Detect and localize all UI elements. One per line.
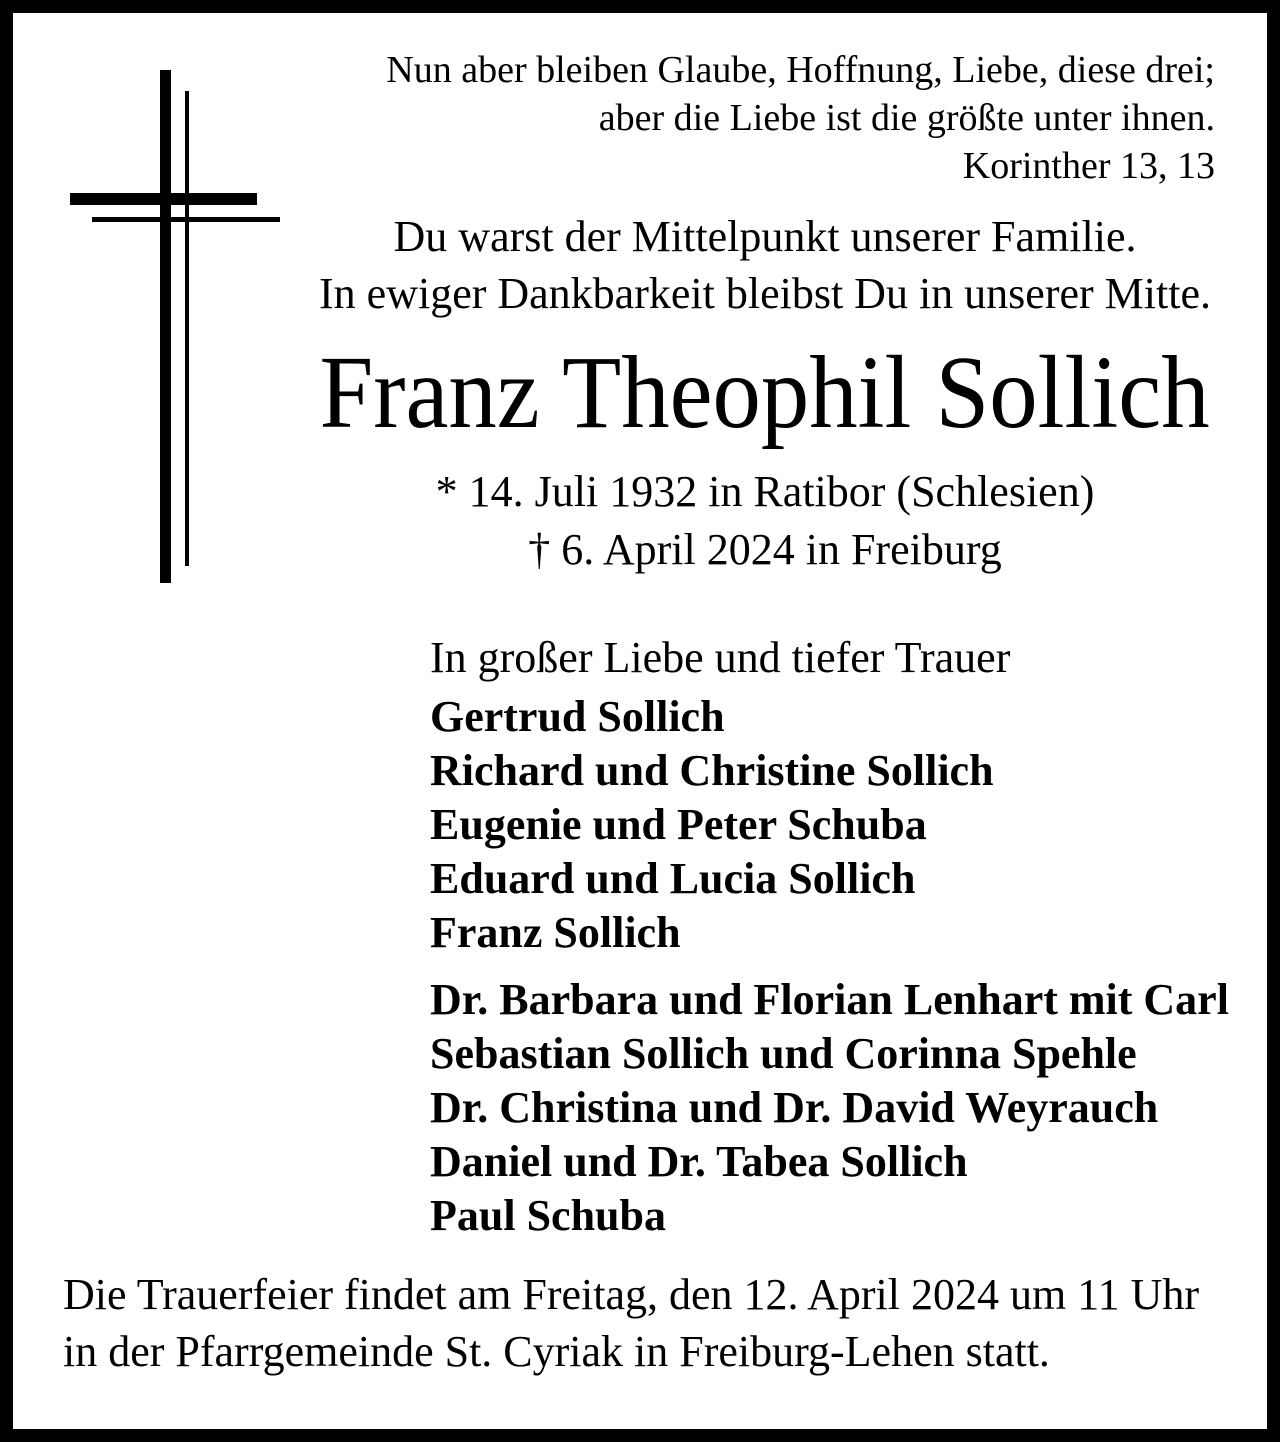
bible-quote-source: Korinther 13, 13 (962, 145, 1215, 187)
bible-quote-line: aber die Liebe ist die größte unter ihnen. (598, 97, 1215, 139)
family-member: Sebastian Sollich und Corinna Spehle (430, 1029, 1137, 1078)
family-list-secondary (430, 973, 1229, 1243)
family-member: Dr. Christina und Dr. David Weyrauch (430, 1083, 1159, 1132)
tribute-line: In ewiger Dankbarkeit bleibst Du in unserer Mitte. (319, 269, 1211, 318)
family-list-primary (430, 690, 994, 960)
family-member: Paul Schuba (430, 1191, 666, 1240)
funeral-info (63, 1266, 1228, 1380)
deceased-name: Franz Theophil Sollich (319, 335, 1211, 450)
cross-vertical-thick (160, 70, 171, 583)
family-member: Daniel und Dr. Tabea Sollich (430, 1137, 968, 1186)
family-member: Dr. Barbara und Florian Lenhart mit Carl (430, 975, 1229, 1024)
funeral-info-line: Die Trauerfeier findet am Freitag, den 12. April 2024 um 11 Uhr (63, 1270, 1200, 1319)
cross-vertical-thin (185, 91, 189, 566)
cross-horizontal-thick (70, 193, 257, 205)
family-member: Richard und Christine Sollich (430, 746, 994, 795)
mourning-intro: In großer Liebe und tiefer Trauer (430, 633, 1011, 682)
family-member: Gertrud Sollich (430, 692, 725, 741)
life-dates (250, 463, 1280, 579)
tribute-line: Du warst der Mittelpunkt unserer Familie. (393, 212, 1137, 261)
funeral-info-line: in der Pfarrgemeinde St. Cyriak in Freiburg-Lehen statt. (63, 1327, 1050, 1376)
birth-date: * 14. Juli 1932 in Ratibor (Schlesien) (435, 467, 1095, 516)
tribute-text (250, 208, 1280, 322)
family-member: Eugenie und Peter Schuba (430, 800, 927, 849)
family-member: Franz Sollich (430, 908, 681, 957)
bible-quote-line: Nun aber bleiben Glaube, Hoffnung, Liebe, diese drei; (386, 49, 1215, 91)
bible-quote (386, 46, 1215, 190)
death-date: † 6. April 2024 in Freiburg (528, 525, 1002, 574)
deceased-name-block (250, 335, 1280, 450)
family-member: Eduard und Lucia Sollich (430, 854, 916, 903)
